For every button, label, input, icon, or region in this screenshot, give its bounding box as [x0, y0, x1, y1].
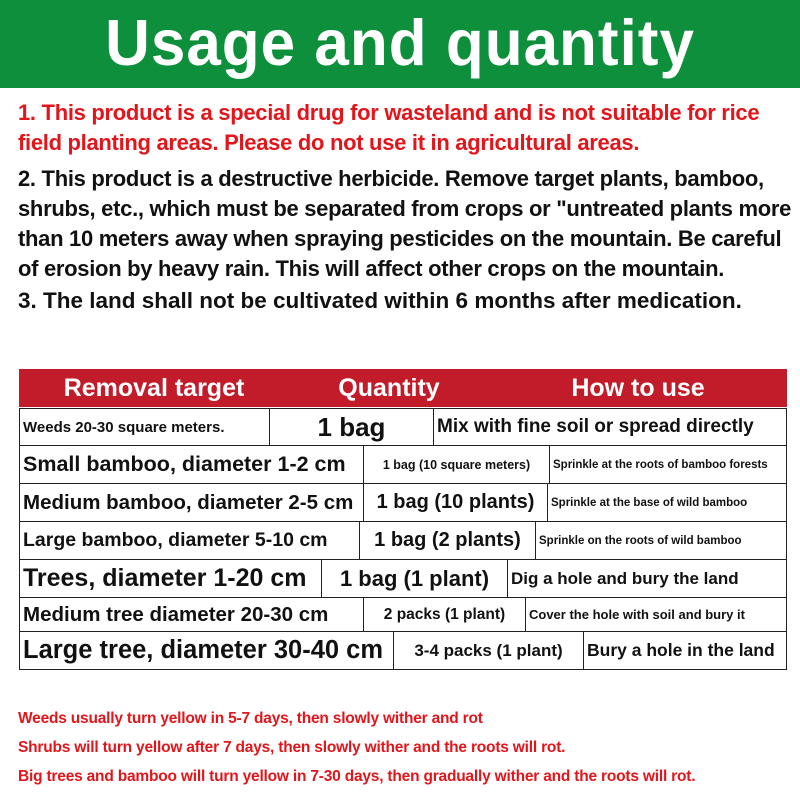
row-usage: Sprinkle at the base of wild bamboo: [551, 496, 748, 509]
row-quantity: 1 bag (1 plant): [322, 560, 508, 597]
row-target: Medium tree diameter 20-30 cm: [20, 598, 364, 631]
table-row: [19, 484, 787, 522]
footer-note-1: Weeds usually turn yellow in 5-7 days, then slowly wither and rot: [18, 710, 483, 727]
table-row: [19, 598, 787, 632]
row-quantity: 2 packs (1 plant): [364, 598, 526, 631]
note-2: 2. This product is a destructive herbicide. Remove target plants, bamboo, shrubs, etc., which must be separated from crops or "untreated plants more than 10 meters away when spraying pesticides on the mountain. Be careful of erosion by heavy rain. This will affect other crops on the mountain.: [18, 166, 792, 281]
row-target: Large bamboo, diameter 5-10 cm: [20, 522, 360, 559]
row-target: Small bamboo, diameter 1-2 cm: [20, 446, 364, 483]
row-quantity: 1 bag (2 plants): [360, 522, 536, 559]
row-usage: Sprinkle at the roots of bamboo forests: [553, 458, 768, 471]
row-quantity: 1 bag: [270, 409, 434, 445]
footer-note-2: Shrubs will turn yellow after 7 days, then slowly wither and the roots will rot.: [18, 739, 566, 756]
footer-note-3: Big trees and bamboo will turn yellow in 7-30 days, then gradually wither and the roots will rot.: [18, 768, 696, 785]
note-1: 1. This product is a special drug for wasteland and is not suitable for rice field planting areas. Please do not use it in agricultural areas.: [18, 100, 760, 155]
row-quantity: 1 bag (10 square meters): [364, 446, 550, 483]
row-target: Trees, diameter 1-20 cm: [20, 560, 322, 597]
table-row: [19, 560, 787, 598]
usage-table: [19, 408, 787, 670]
table-row: [19, 522, 787, 560]
row-usage: Dig a hole and bury the land: [511, 568, 739, 588]
header-how-to-use: How to use: [571, 373, 705, 402]
table-row: [19, 632, 787, 670]
row-quantity: 1 bag (10 plants): [364, 484, 548, 521]
page-title: Usage and quantity: [105, 7, 695, 80]
row-usage: Sprinkle on the roots of wild bamboo: [539, 534, 742, 547]
footer-notes: [18, 704, 798, 791]
table-row: [19, 446, 787, 484]
note-3: 3. The land shall not be cultivated within 6 months after medication.: [18, 288, 742, 313]
row-usage: Cover the hole with soil and bury it: [529, 607, 745, 622]
row-usage: Bury a hole in the land: [587, 640, 775, 660]
row-target: Weeds 20-30 square meters.: [20, 409, 270, 445]
header-quantity: Quantity: [338, 373, 440, 402]
table-row: [19, 408, 787, 446]
row-target: Large tree, diameter 30-40 cm: [20, 632, 394, 669]
row-usage: Mix with fine soil or spread directly: [437, 416, 754, 437]
table-header: [19, 369, 787, 407]
row-target: Medium bamboo, diameter 2-5 cm: [20, 484, 364, 521]
usage-notes: [18, 98, 798, 339]
header-removal-target: Removal target: [63, 373, 245, 402]
row-quantity: 3-4 packs (1 plant): [394, 632, 584, 669]
title-banner: [0, 0, 800, 88]
